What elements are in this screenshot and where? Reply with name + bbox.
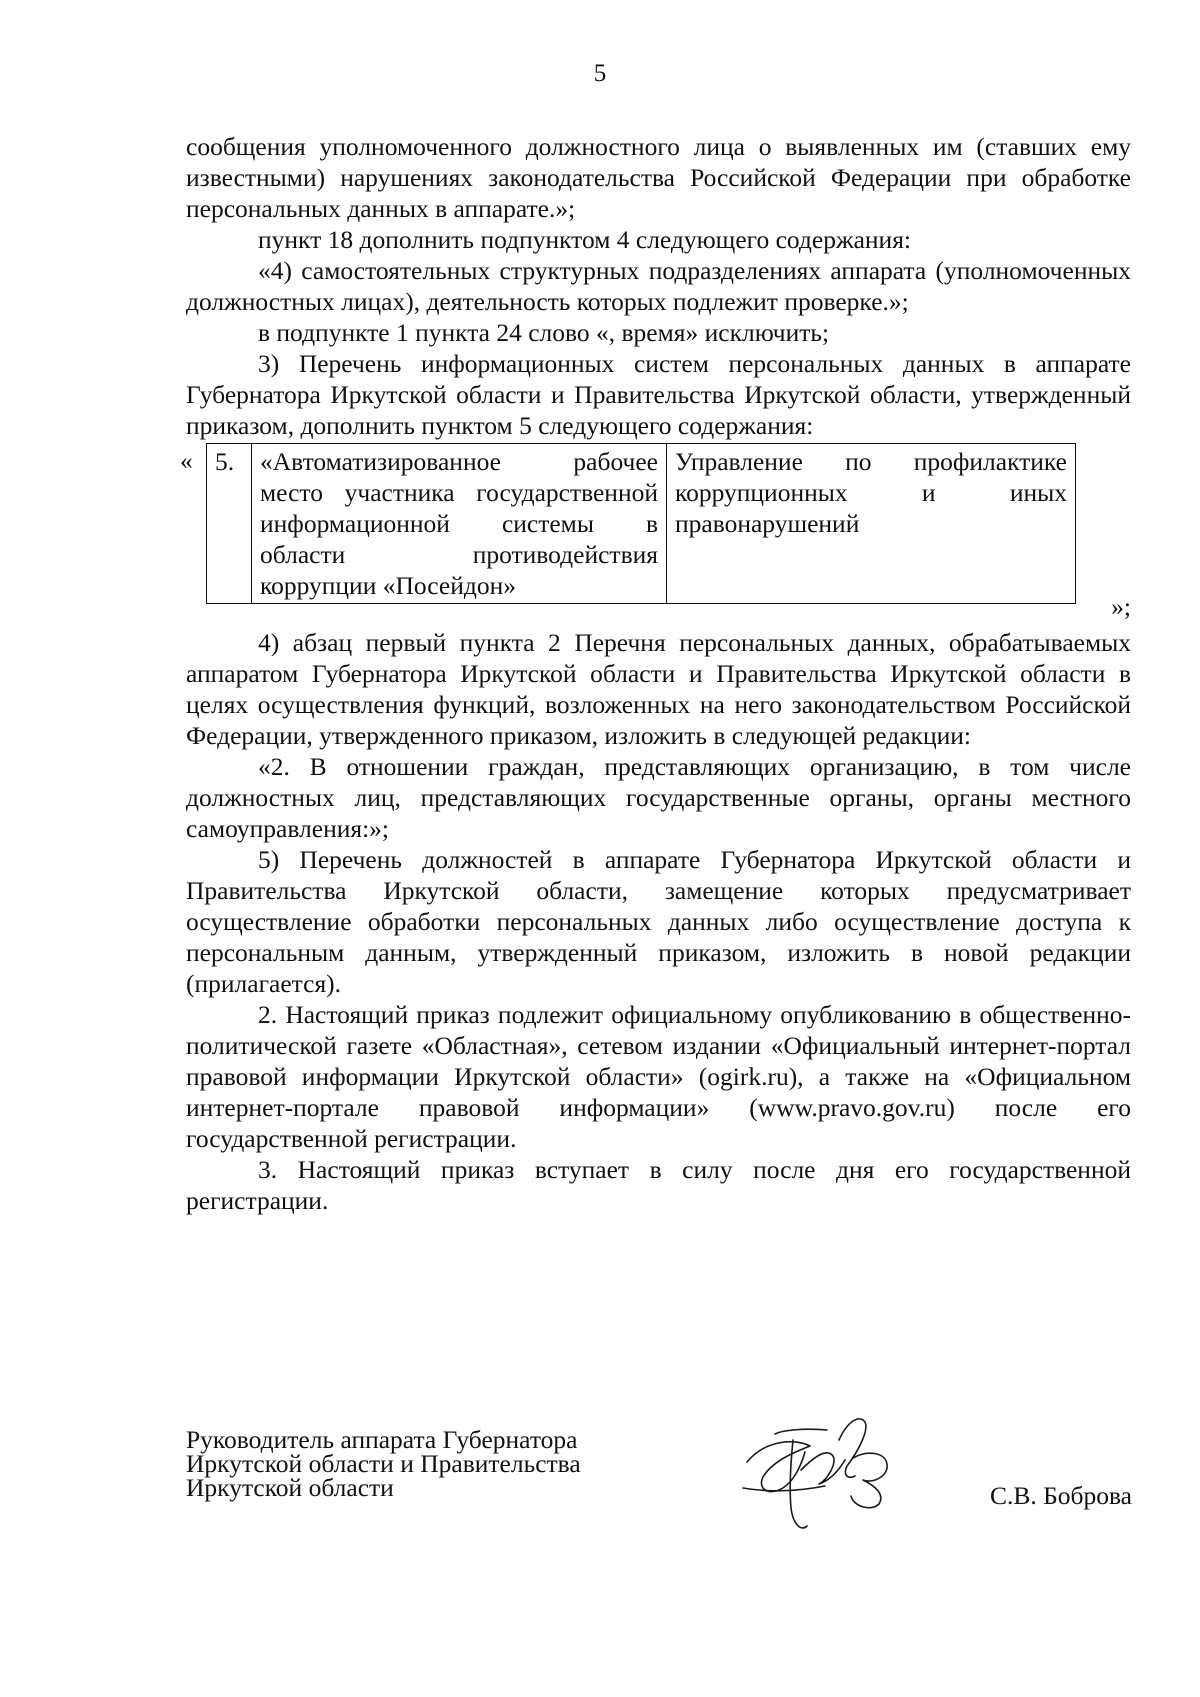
page-number: 5	[593, 60, 607, 87]
paragraph-8: 5) Перечень должностей в аппарате Губернатора Иркутской области и Правительства Иркутской области, замещение которых предусматривает осуществление обработки персональных данных либо осуществление доступа к персональным данным, утвержденный приказом, изложить в новой редакции (прилагается).	[186, 845, 1131, 998]
table-cell-number: 5.	[207, 444, 252, 604]
handwritten-signature	[735, 1400, 910, 1540]
paragraph-2: пункт 18 дополнить подпунктом 4 следующего содержания:	[258, 225, 912, 254]
paragraph-5: 3) Перечень информационных систем персональных данных в аппарате Губернатора Иркутской области и Правительства Иркутской области, утвержденный приказом, дополнить пунктом 5 следующего содержания:	[186, 349, 1131, 440]
signatory-title-line-3: Иркутской области	[186, 1473, 394, 1502]
paragraph-6: 4) абзац первый пункта 2 Перечня персональных данных, обрабатываемых аппаратом Губернатора Иркутской области и Правительства Иркутской области в целях осуществления функций, возложенных на него законодательством Российской Федерации, утвержденного приказом, изложить в следующей редакции:	[186, 628, 1131, 750]
table-open-quote: «	[180, 446, 193, 475]
table-cell-system: «Автоматизированное рабочее место участника государственной информационной системы в области противодействия коррупции «Посейдон»	[252, 444, 667, 604]
signatory-title-line-1: Руководитель аппарата Губернатора	[186, 1425, 578, 1454]
paragraph-9: 2. Настоящий приказ подлежит официальному опубликованию в общественно-политической газете «Областная», сетевом издании «Официальный интернет-портал правовой информации Иркутской области» (ogirk.ru), а также на «Официальном интернет-портале правовой информации» (www.pravo.gov.ru) после его государственной регистрации.	[186, 1000, 1131, 1153]
inserted-table	[206, 443, 1076, 604]
paragraph-4: в подпункте 1 пункта 24 слово «, время» исключить;	[258, 318, 830, 347]
table-row	[207, 444, 1076, 604]
table-cell-unit: Управление по профилактике коррупционных и иных правонарушений	[667, 444, 1076, 604]
document-body	[180, 131, 1131, 1216]
table-close-quote: »;	[1111, 592, 1131, 621]
paragraph-7: «2. В отношении граждан, представляющих организацию, в том числе должностных лиц, представляющих государственные органы, органы местного самоуправления:»;	[186, 752, 1131, 843]
signatory-title-line-2: Иркутской области и Правительства	[186, 1449, 581, 1478]
paragraph-3: «4) самостоятельных структурных подразделениях аппарата (уполномоченных должностных лицах), деятельность которых подлежит проверке.»;	[186, 256, 1131, 316]
signatory-title	[186, 1425, 581, 1502]
signatory-name: С.В. Боброва	[989, 1481, 1132, 1510]
paragraph-1: сообщения уполномоченного должностного лица о выявленных им (ставших ему известными) нарушениях законодательства Российской Федерации при обработке персональных данных в аппарате.»;	[186, 132, 1131, 223]
paragraph-10: 3. Настоящий приказ вступает в силу после дня его государственной регистрации.	[186, 1155, 1131, 1215]
inserted-table-block	[180, 443, 1131, 627]
